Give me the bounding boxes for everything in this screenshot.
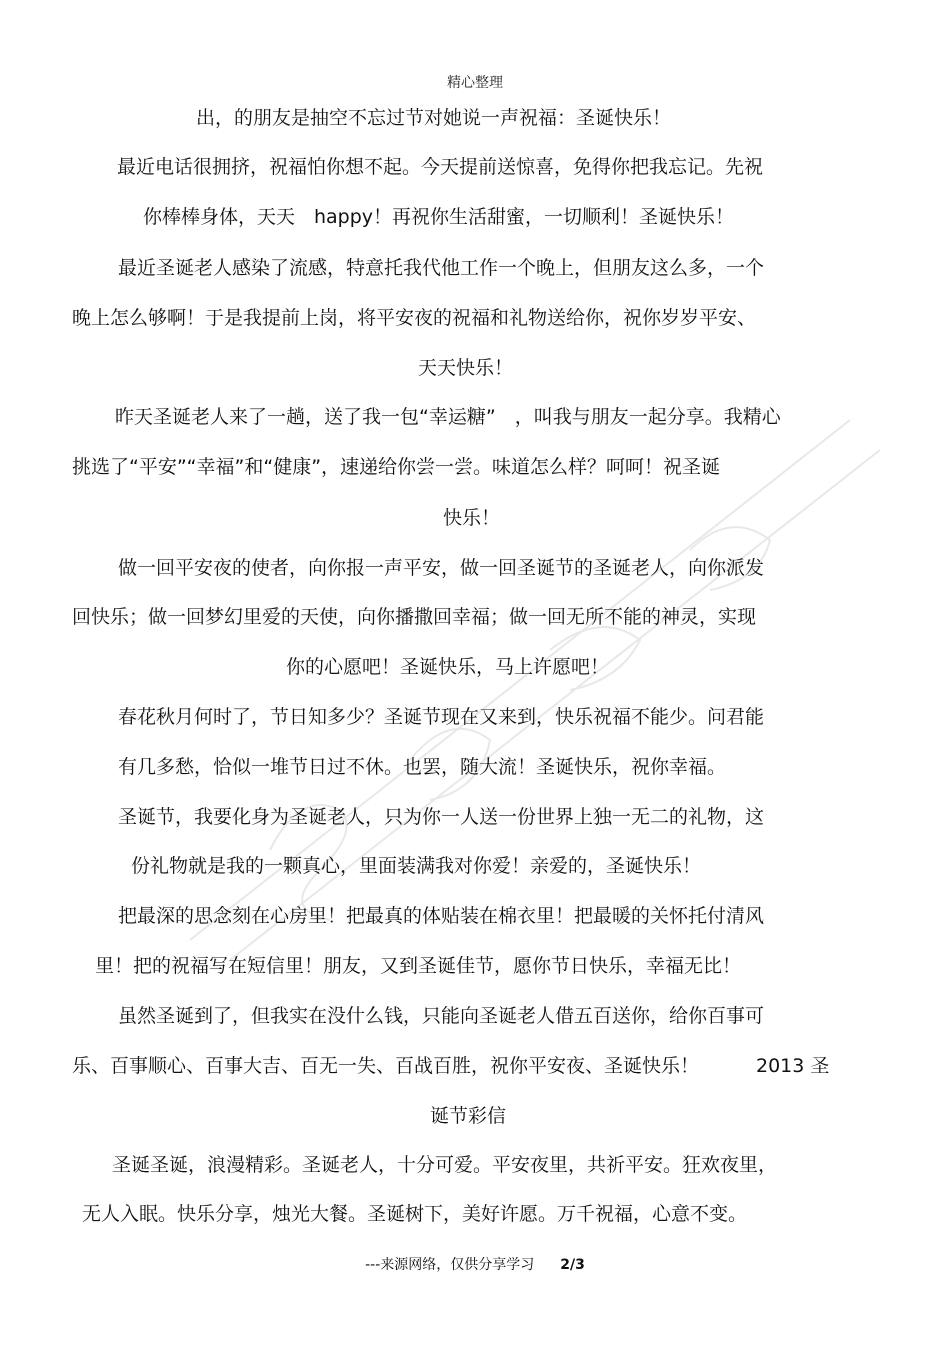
text-line-8: 挑选了“平安”“幸福”和“健康”，速递给你尝一尝。味道怎么样？呵呵！祝圣诞: [72, 456, 721, 478]
text-line-1: 出，的朋友是抽空不忘过节对她说一声祝福：圣诞快乐！: [196, 107, 672, 129]
text-line-5: 晚上怎么够啊！于是我提前上岗，将平安夜的祝福和礼物送给你，祝你岁岁平安、: [72, 307, 757, 329]
text-line-7: 昨天圣诞老人来了一趟，送了我一包“幸运糖” ，叫我与朋友一起分享。我精心: [115, 406, 781, 428]
text-line-23: 无人入眠。快乐分享，烛光大餐。圣诞树下，美好许愿。万千祝福，心意不变。: [82, 1203, 748, 1225]
text-line-14: 有几多愁，恰似一堆节日过不休。也罢，随大流！圣诞快乐，祝你幸福。: [118, 756, 727, 778]
text-line-22: 圣诞圣诞，浪漫精彩。圣诞老人，十分可爱。平安夜里，共祈平安。狂欢夜里，: [112, 1154, 778, 1176]
text-line-16: 份礼物就是我的一颗真心，里面装满我对你爱！亲爱的，圣诞快乐！: [131, 855, 702, 877]
text-line-4: 最近圣诞老人感染了流感，特意托我代他工作一个晚上，但朋友这么多，一个: [118, 257, 765, 279]
text-line-18: 里！把的祝福写在短信里！朋友，又到圣诞佳节，愿你节日快乐，幸福无比！: [95, 955, 742, 977]
text-line-21: 诞节彩信: [430, 1105, 507, 1127]
text-line-3: 你棒棒身体，天天 happy！再祝你生活甜蜜，一切顺利！圣诞快乐！: [143, 206, 735, 228]
text-line-6: 天天快乐！: [418, 357, 514, 379]
text-line-20: 乐、百事顺心、百事大吉、百无一失、百战百胜，祝你平安夜、圣诞快乐！ 2013 圣: [72, 1055, 830, 1077]
text-line-2: 最近电话很拥挤，祝福怕你想不起。今天提前送惊喜，免得你把我忘记。先祝: [117, 156, 764, 178]
text-line-11: 回快乐；做一回梦幻里爱的天使，向你播撒回幸福；做一回无所不能的神灵，实现: [72, 606, 757, 628]
text-line-12: 你的心愿吧！圣诞快乐，马上许愿吧！: [286, 656, 610, 678]
text-line-9: 快乐！: [443, 507, 501, 529]
text-line-17: 把最深的思念刻在心房里！把最真的体贴装在棉衣里！把最暖的关怀托付清风: [118, 905, 765, 927]
page-header: 精心整理: [447, 75, 503, 91]
page-number: 2/3: [560, 1257, 585, 1273]
text-line-13: 春花秋月何时了，节日知多少？圣诞节现在又来到，快乐祝福不能少。问君能: [118, 706, 765, 728]
footer-source: ---来源网络，仅供分享学习: [365, 1257, 535, 1273]
text-line-19: 虽然圣诞到了，但我实在没什么钱，只能向圣诞老人借五百送你，给你百事可: [118, 1005, 765, 1027]
page-footer: [0, 1254, 950, 1274]
text-line-15: 圣诞节，我要化身为圣诞老人，只为你一人送一份世界上独一无二的礼物，这: [118, 806, 765, 828]
text-line-10: 做一回平安夜的使者，向你报一声平安，做一回圣诞节的圣诞老人，向你派发: [118, 557, 765, 579]
